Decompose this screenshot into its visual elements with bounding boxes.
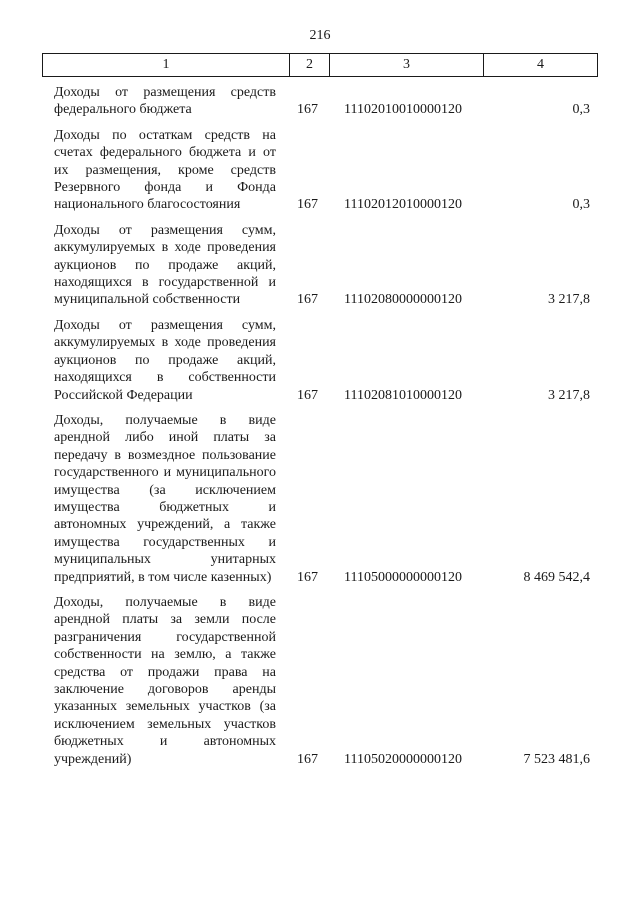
header-col-4: 4 [537, 57, 544, 72]
table-header [42, 53, 598, 77]
row-amount: 0,3 [572, 102, 590, 118]
table-row [54, 412, 598, 586]
table-row [54, 317, 598, 404]
header-col-1: 1 [43, 54, 290, 76]
page-number: 216 [309, 28, 331, 43]
row-code: 11102012010000120 [344, 197, 462, 213]
row-code: 11105000000000120 [344, 569, 462, 585]
row-amount: 7 523 481,6 [523, 751, 590, 767]
table-row [54, 222, 598, 309]
row-amount: 3 217,8 [548, 387, 590, 403]
row-description: Доходы, получаемые в виде арендной платы за земли после разграничения государственной собственности на землю, а также средства от продажи права на заключение договоров аренды указанных земельных участков (за исключением земельных участков бюджетных и автономных учреждений) [54, 594, 276, 767]
table-body [54, 84, 598, 776]
table-row [54, 127, 598, 214]
row-code: 11105020000000120 [344, 751, 462, 767]
row-code: 11102081010000120 [344, 387, 462, 403]
row-amount: 8 469 542,4 [523, 569, 590, 585]
table-row [54, 594, 598, 768]
row-description: Доходы по остаткам средств на счетах федерального бюджета и от их размещения, кроме средств Резервного фонда и Фонда национального благосостояния [54, 127, 276, 213]
row-description: Доходы от размещения сумм, аккумулируемых в ходе проведения аукционов по продаже акций, находящихся в государственной и муниципальной собственности [54, 222, 276, 308]
row-chapter: 167 [297, 102, 318, 118]
row-chapter: 167 [297, 292, 318, 308]
row-description: Доходы, получаемые в виде арендной либо иной платы за передачу в возмездное пользование государственного и муниципального имущества (за исключением имущества бюджетных и автономных учреждений, а также имущества государственных и муниципальных унитарных предприятий, в том числе казенных) [54, 412, 276, 585]
row-description: Доходы от размещения сумм, аккумулируемых в ходе проведения аукционов по продаже акций, находящихся в собственности Российской Федерации [54, 317, 276, 403]
table-row [54, 84, 598, 119]
row-code: 11102080000000120 [344, 292, 462, 308]
header-col-2: 2 [290, 54, 330, 76]
row-description: Доходы от размещения средств федерального бюджета [54, 85, 276, 118]
row-chapter: 167 [297, 751, 318, 767]
row-chapter: 167 [297, 197, 318, 213]
row-chapter: 167 [297, 569, 318, 585]
row-code: 11102010010000120 [344, 102, 462, 118]
row-chapter: 167 [297, 387, 318, 403]
row-amount: 3 217,8 [548, 292, 590, 308]
row-amount: 0,3 [572, 197, 590, 213]
header-col-3: 3 [330, 54, 484, 76]
